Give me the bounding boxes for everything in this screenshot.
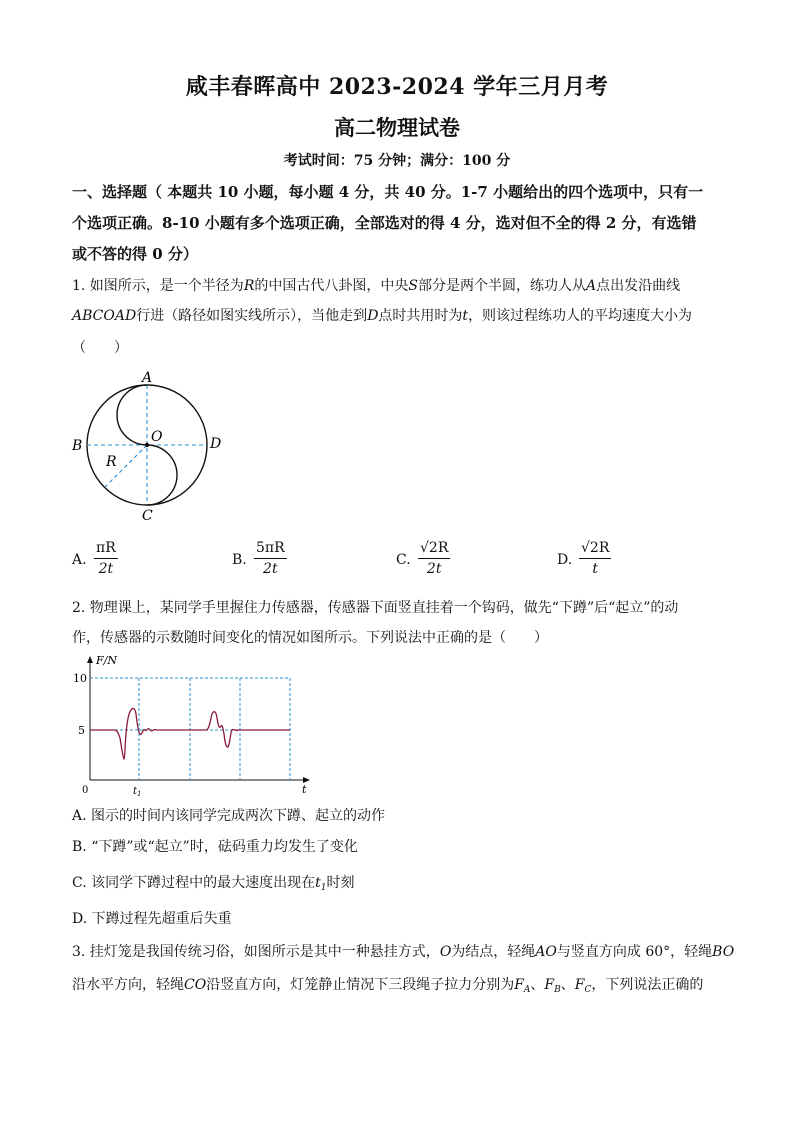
t1-label: $t_1$: [133, 786, 142, 798]
q3-stem-line-1: 3. 挂灯笼是我国传统习俗，如图所示是其中一种悬挂方式，O为结点，轻绳AO与竖直方向成 60°，轻绳BO: [72, 944, 735, 960]
q1-stem-line-1: 1. 如图所示，是一个半径为R的中国古代八卦图，中央S部分是两个半圆，练功人从A点出发沿曲线: [72, 278, 681, 294]
q2-option-d[interactable]: D. 下蹲过程先超重后失重: [72, 911, 232, 927]
label-B: B: [72, 438, 83, 454]
section-instructions-line-2: 个选项正确。8-10 小题有多个选项正确，全部选对的得 4 分，选对但不全的得 2 分，有选错: [72, 214, 697, 232]
q3-stem-line-2: 沿水平方向，轻绳CO沿竖直方向，灯笼静止情况下三段绳子拉力分别为$F_A$、$F_B$、$F_C$，下列说法正确的: [72, 977, 704, 995]
q2-option-a[interactable]: A. 图示的时间内该同学完成两次下蹲、起立的动作: [72, 808, 386, 824]
section-instructions-line-3: 或不答的得 0 分）: [72, 245, 198, 263]
tick-label-10: 10: [73, 672, 87, 685]
exam-title: 咸丰春晖高中 2023-2024 学年三月月考: [185, 74, 609, 100]
origin-label: 0: [82, 785, 89, 796]
y-axis-label: F/N: [96, 654, 117, 667]
tick-label-5: 5: [78, 724, 85, 737]
q2-option-b[interactable]: B. “下蹲”或“起立”时，砝码重力均发生了变化: [72, 839, 358, 855]
label-A: A: [142, 370, 153, 386]
q2-stem-line-2: 作，传感器的示数随时间变化的情况如图所示。下列说法中正确的是（ ）: [72, 630, 548, 646]
upper-semicircle: [117, 385, 147, 445]
y-axis-arrow: [87, 656, 93, 663]
q1-stem-line-2: ABCOAD行进（路径如图实线所示），当他走到D点时共用时为t，则该过程练功人的平均速度大小为: [72, 308, 693, 324]
q2-force-time-graph: [70, 654, 320, 800]
q1-bagua-figure: [68, 366, 238, 526]
x-axis-label: t: [302, 783, 307, 796]
q1-answer-blank: （ ）: [72, 340, 128, 356]
lower-semicircle: [147, 445, 177, 505]
q2-stem-line-1: 2. 物理课上，某同学手里握住力传感器，传感器下面竖直挂着一个钩码，做先“下蹲”后“起立”的动: [72, 600, 679, 616]
center-point: [145, 443, 149, 447]
label-R: R: [106, 454, 117, 470]
label-C: C: [142, 508, 153, 524]
exam-subtitle: 高二物理试卷: [334, 115, 460, 140]
q2-option-c[interactable]: C. 该同学下蹲过程中的最大速度出现在$t_1$时刻: [72, 875, 355, 893]
section-instructions-line-1: 一、选择题（ 本题共 10 小题，每小题 4 分，共 40 分。1-7 小题给出的四个选项中，只有一: [72, 183, 704, 201]
label-D: D: [210, 436, 222, 452]
exam-info: 考试时间：75 分钟；满分：100 分: [283, 153, 511, 169]
label-O: O: [151, 429, 163, 445]
